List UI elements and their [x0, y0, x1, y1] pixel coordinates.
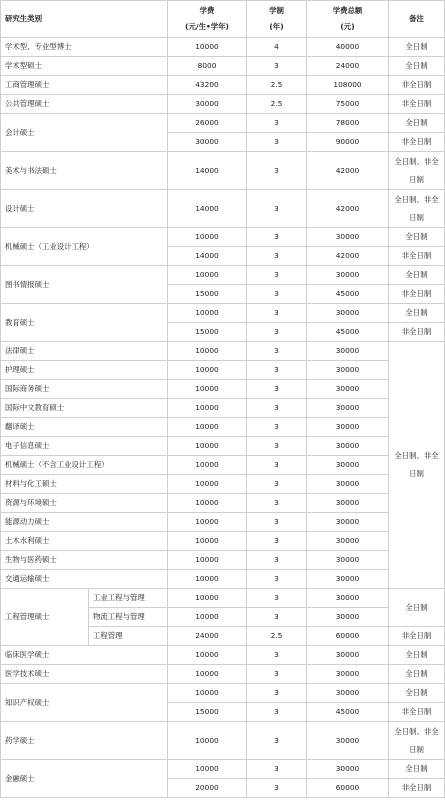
table-row	[1, 551, 445, 570]
table-row	[1, 646, 445, 665]
note-cell: 非全日制	[389, 76, 445, 95]
note-cell: 全日制	[389, 57, 445, 76]
table-row	[1, 190, 445, 228]
duration-cell: 3	[247, 722, 307, 760]
total-cell: 40000	[307, 38, 389, 57]
note-cell: 非全日制	[389, 323, 445, 342]
category-cell: 教育硕士	[1, 304, 168, 342]
header-fee-line1: 学费	[199, 6, 215, 15]
total-cell: 42000	[307, 152, 389, 190]
note-cell: 全日制	[389, 646, 445, 665]
header-duration-line1: 学制	[269, 6, 284, 15]
duration-cell: 3	[247, 513, 307, 532]
duration-cell: 3	[247, 133, 307, 152]
category-cell: 国际中文教育硕士	[1, 399, 168, 418]
duration-cell: 3	[247, 114, 307, 133]
category-cell: 土木水利硕士	[1, 532, 168, 551]
table-row	[1, 684, 445, 703]
duration-cell: 3	[247, 247, 307, 266]
total-cell: 90000	[307, 133, 389, 152]
fee-cell: 10000	[168, 532, 247, 551]
subcategory-cell: 工业工程与管理	[89, 589, 168, 608]
fee-cell: 14000	[168, 190, 247, 228]
category-cell: 药学硕士	[1, 722, 168, 760]
table-row	[1, 95, 445, 114]
duration-cell: 3	[247, 703, 307, 722]
total-cell: 60000	[307, 627, 389, 646]
fee-cell: 10000	[168, 722, 247, 760]
fee-cell: 15000	[168, 703, 247, 722]
note-cell: 非全日制	[389, 247, 445, 266]
total-cell: 45000	[307, 703, 389, 722]
category-cell: 知识产权硕士	[1, 684, 168, 722]
total-cell: 78000	[307, 114, 389, 133]
note-cell: 全日制	[389, 589, 445, 627]
fee-cell: 10000	[168, 437, 247, 456]
duration-cell: 3	[247, 779, 307, 798]
fee-cell: 30000	[168, 95, 247, 114]
table-row	[1, 589, 445, 608]
duration-cell: 3	[247, 608, 307, 627]
note-cell: 全日制、非全日制	[389, 152, 445, 190]
fee-cell: 10000	[168, 38, 247, 57]
table-row	[1, 342, 445, 361]
category-cell: 电子信息硕士	[1, 437, 168, 456]
duration-cell: 2.5	[247, 627, 307, 646]
category-cell: 美术与书法硕士	[1, 152, 168, 190]
total-cell: 30000	[307, 589, 389, 608]
fee-cell: 30000	[168, 133, 247, 152]
category-cell: 医学技术硕士	[1, 665, 168, 684]
note-cell: 非全日制	[389, 627, 445, 646]
note-cell: 全日制	[389, 266, 445, 285]
header-note: 备注	[389, 1, 445, 38]
duration-cell: 3	[247, 437, 307, 456]
fee-cell: 15000	[168, 323, 247, 342]
header-duration-line2: (年)	[269, 22, 284, 31]
table-row	[1, 228, 445, 247]
table-row	[1, 665, 445, 684]
fee-cell: 10000	[168, 551, 247, 570]
fee-cell: 10000	[168, 228, 247, 247]
duration-cell: 3	[247, 475, 307, 494]
table-row	[1, 114, 445, 133]
fee-cell: 14000	[168, 152, 247, 190]
note-cell: 非全日制	[389, 285, 445, 304]
total-cell: 24000	[307, 57, 389, 76]
note-cell: 非全日制	[389, 779, 445, 798]
table-row	[1, 418, 445, 437]
total-cell: 30000	[307, 228, 389, 247]
total-cell: 30000	[307, 342, 389, 361]
note-cell: 全日制	[389, 38, 445, 57]
note-cell: 非全日制	[389, 95, 445, 114]
total-cell: 30000	[307, 380, 389, 399]
fee-cell: 10000	[168, 570, 247, 589]
header-total-line1: 学费总额	[332, 6, 363, 15]
category-cell: 资源与环境硕士	[1, 494, 168, 513]
total-cell: 30000	[307, 722, 389, 760]
category-cell: 金融硕士	[1, 760, 168, 798]
total-cell: 30000	[307, 304, 389, 323]
fee-cell: 26000	[168, 114, 247, 133]
duration-cell: 3	[247, 266, 307, 285]
fee-cell: 20000	[168, 779, 247, 798]
duration-cell: 3	[247, 494, 307, 513]
table-row	[1, 437, 445, 456]
table-row	[1, 494, 445, 513]
total-cell: 30000	[307, 475, 389, 494]
table-row	[1, 456, 445, 475]
duration-cell: 3	[247, 589, 307, 608]
total-cell: 45000	[307, 285, 389, 304]
category-cell: 设计硕士	[1, 190, 168, 228]
duration-cell: 3	[247, 760, 307, 779]
duration-cell: 3	[247, 551, 307, 570]
category-cell: 会计硕士	[1, 114, 168, 152]
fee-cell: 10000	[168, 494, 247, 513]
category-cell: 学术型、专业型博士	[1, 38, 168, 57]
duration-cell: 3	[247, 152, 307, 190]
note-cell: 全日制	[389, 114, 445, 133]
table-row	[1, 266, 445, 285]
table-row	[1, 57, 445, 76]
category-cell: 工程管理硕士	[1, 589, 89, 646]
table-row	[1, 570, 445, 589]
total-cell: 30000	[307, 646, 389, 665]
category-cell: 法律硕士	[1, 342, 168, 361]
fee-cell: 10000	[168, 399, 247, 418]
total-cell: 30000	[307, 665, 389, 684]
category-cell: 生物与医药硕士	[1, 551, 168, 570]
header-fee-line2: (元/生•学年)	[185, 22, 229, 31]
total-cell: 30000	[307, 551, 389, 570]
subcategory-cell: 物流工程与管理	[89, 608, 168, 627]
duration-cell: 2.5	[247, 95, 307, 114]
category-cell: 机械硕士（工业设计工程）	[1, 228, 168, 266]
fee-cell: 10000	[168, 760, 247, 779]
table-row	[1, 532, 445, 551]
duration-cell: 3	[247, 361, 307, 380]
header-total-line2: (元)	[340, 22, 355, 31]
note-cell: 全日制、非全日制	[389, 190, 445, 228]
total-cell: 30000	[307, 570, 389, 589]
header-total	[307, 1, 389, 38]
table-row	[1, 38, 445, 57]
table-row	[1, 722, 445, 760]
total-cell: 30000	[307, 684, 389, 703]
total-cell: 30000	[307, 513, 389, 532]
fee-cell: 10000	[168, 589, 247, 608]
fee-cell: 10000	[168, 266, 247, 285]
total-cell: 30000	[307, 608, 389, 627]
table-row	[1, 513, 445, 532]
table-row	[1, 380, 445, 399]
fee-cell: 10000	[168, 475, 247, 494]
duration-cell: 3	[247, 57, 307, 76]
total-cell: 30000	[307, 399, 389, 418]
header-category: 研究生类别	[1, 1, 168, 38]
total-cell: 42000	[307, 190, 389, 228]
total-cell: 75000	[307, 95, 389, 114]
note-cell: 全日制、非全日制	[389, 722, 445, 760]
note-cell: 非全日制	[389, 703, 445, 722]
fee-cell: 10000	[168, 304, 247, 323]
duration-cell: 3	[247, 399, 307, 418]
note-cell: 非全日制	[389, 133, 445, 152]
duration-cell: 2.5	[247, 76, 307, 95]
category-cell: 材料与化工硕士	[1, 475, 168, 494]
fee-cell: 8000	[168, 57, 247, 76]
fee-cell: 10000	[168, 608, 247, 627]
duration-cell: 3	[247, 285, 307, 304]
fee-cell: 10000	[168, 456, 247, 475]
note-cell: 全日制	[389, 228, 445, 247]
duration-cell: 3	[247, 228, 307, 247]
table-row	[1, 304, 445, 323]
duration-cell: 3	[247, 456, 307, 475]
duration-cell: 3	[247, 418, 307, 437]
total-cell: 30000	[307, 456, 389, 475]
fee-cell: 10000	[168, 513, 247, 532]
category-cell: 学术型硕士	[1, 57, 168, 76]
duration-cell: 3	[247, 532, 307, 551]
category-cell: 翻译硕士	[1, 418, 168, 437]
duration-cell: 4	[247, 38, 307, 57]
total-cell: 30000	[307, 437, 389, 456]
duration-cell: 3	[247, 570, 307, 589]
header-fee	[168, 1, 247, 38]
note-cell: 全日制、非全日制	[389, 342, 445, 589]
total-cell: 60000	[307, 779, 389, 798]
total-cell: 108000	[307, 76, 389, 95]
total-cell: 42000	[307, 247, 389, 266]
fee-cell: 15000	[168, 285, 247, 304]
fee-cell: 10000	[168, 342, 247, 361]
total-cell: 30000	[307, 361, 389, 380]
table-row	[1, 76, 445, 95]
total-cell: 30000	[307, 494, 389, 513]
duration-cell: 3	[247, 380, 307, 399]
duration-cell: 3	[247, 342, 307, 361]
duration-cell: 3	[247, 646, 307, 665]
duration-cell: 3	[247, 304, 307, 323]
category-cell: 国际商务硕士	[1, 380, 168, 399]
fee-cell: 10000	[168, 361, 247, 380]
duration-cell: 3	[247, 684, 307, 703]
category-cell: 机械硕士（不含工业设计工程）	[1, 456, 168, 475]
total-cell: 45000	[307, 323, 389, 342]
fee-cell: 10000	[168, 646, 247, 665]
total-cell: 30000	[307, 760, 389, 779]
category-cell: 能源动力硕士	[1, 513, 168, 532]
table-row	[1, 760, 445, 779]
table-row	[1, 475, 445, 494]
fee-cell: 14000	[168, 247, 247, 266]
category-cell: 护理硕士	[1, 361, 168, 380]
category-cell: 交通运输硕士	[1, 570, 168, 589]
table-row	[1, 399, 445, 418]
category-cell: 公共管理硕士	[1, 95, 168, 114]
duration-cell: 3	[247, 190, 307, 228]
table-header-row	[1, 1, 445, 38]
note-cell: 全日制	[389, 684, 445, 703]
note-cell: 全日制	[389, 760, 445, 779]
note-cell: 全日制	[389, 665, 445, 684]
fee-cell: 10000	[168, 665, 247, 684]
fee-cell: 24000	[168, 627, 247, 646]
fee-cell: 10000	[168, 418, 247, 437]
table-row	[1, 152, 445, 190]
subcategory-cell: 工程管理	[89, 627, 168, 646]
fee-cell: 10000	[168, 684, 247, 703]
total-cell: 30000	[307, 266, 389, 285]
table-row	[1, 361, 445, 380]
duration-cell: 3	[247, 665, 307, 684]
fee-cell: 10000	[168, 380, 247, 399]
total-cell: 30000	[307, 418, 389, 437]
fee-cell: 43200	[168, 76, 247, 95]
note-cell: 全日制	[389, 304, 445, 323]
total-cell: 30000	[307, 532, 389, 551]
category-cell: 工商管理硕士	[1, 76, 168, 95]
category-cell: 临床医学硕士	[1, 646, 168, 665]
duration-cell: 3	[247, 323, 307, 342]
category-cell: 图书情报硕士	[1, 266, 168, 304]
header-duration	[247, 1, 307, 38]
